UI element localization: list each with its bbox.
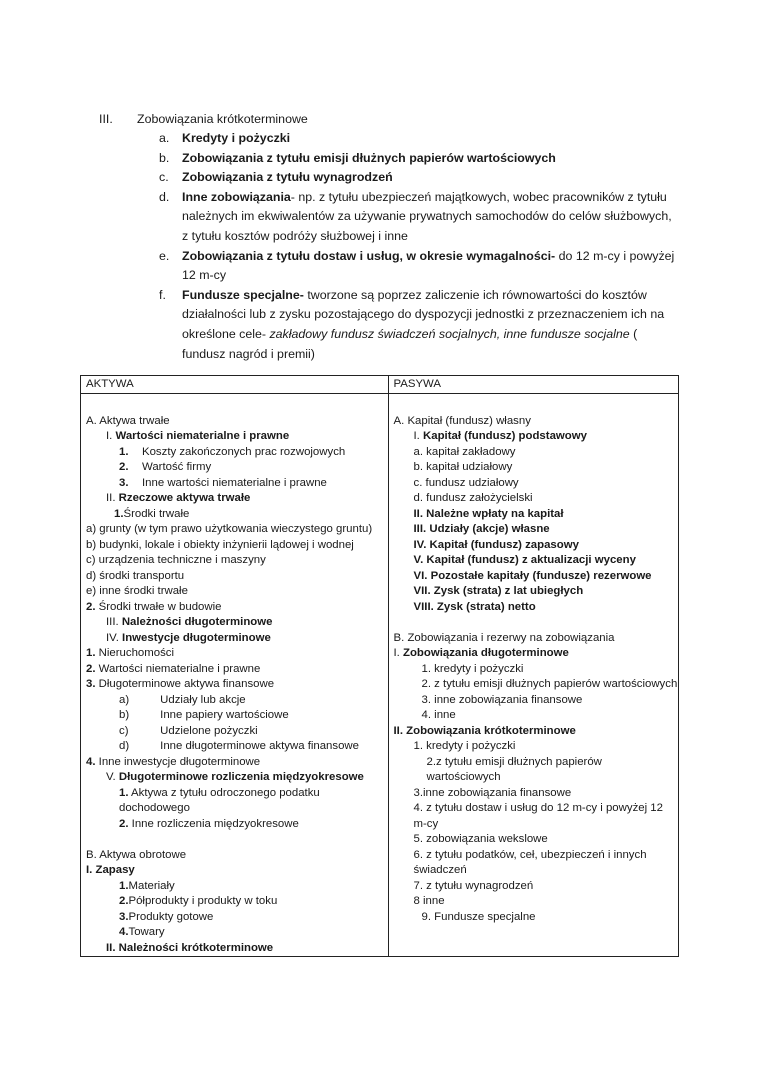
entry-label: Długoterminowe aktywa finansowe	[95, 678, 275, 690]
entry-bold-label: Należności długoterminowe	[121, 616, 273, 628]
section-item	[159, 129, 679, 149]
aktywa-entry	[86, 445, 388, 461]
entry-label: Inne inwestycje długoterminowe	[95, 755, 261, 768]
aktywa-entry	[86, 910, 388, 926]
item-bold-text: Kredyty i pożyczki	[182, 131, 291, 145]
aktywa-entry	[86, 631, 388, 647]
entry-number: 2.	[119, 461, 129, 473]
pasywa-entry	[394, 879, 678, 895]
item-text: tworzone są poprzez zaliczenie ich równowartości do kosztów działalności lub z zysku pozostającego do dyspozycji jednostki z przeznaczeniem ich na określone cele-	[182, 287, 665, 341]
entry-label: A. Kapitał (fundusz) własny	[393, 414, 531, 427]
aktywa-entry	[86, 569, 388, 585]
item-letter: e.	[159, 248, 170, 263]
entry-number: III.	[106, 616, 122, 628]
entry-number: 2.	[119, 817, 129, 830]
entry-bold-label: VII. Zysk (strata) z lat ubiegłych	[413, 585, 584, 597]
entry-label: e) inne środki trwałe	[86, 585, 188, 597]
entry-number: II.	[106, 492, 119, 504]
item-italic-text: zakładowy fundusz świadczeń socjalnych, inne fundusze socjalne	[269, 326, 630, 341]
pasywa-entry	[394, 724, 678, 740]
entry-label: b) budynki, lokale i obiekty inżynierii lądowej i wodnej	[86, 538, 354, 551]
aktywa-entry	[86, 817, 388, 833]
entry-label: c) urządzenia techniczne i maszyny	[86, 554, 266, 566]
aktywa-entry	[86, 879, 388, 895]
blank-line	[394, 615, 678, 631]
entry-number: 1.	[119, 879, 129, 892]
aktywa-entry	[86, 646, 388, 662]
entry-number: 3.	[119, 476, 129, 489]
entry-label: Koszty zakończonych prac rozwojowych	[142, 445, 346, 458]
entry-label: c. fundusz udziałowy	[413, 476, 519, 489]
section-item-list	[159, 129, 679, 364]
entry-bold-label: Inwestycje długoterminowe	[122, 631, 271, 644]
item-bold-text: Fundusze specjalne-	[182, 287, 304, 302]
pasywa-entry	[394, 429, 678, 445]
aktywa-entry	[86, 925, 388, 941]
entry-label: Produkty gotowe	[128, 910, 214, 923]
entry-bold-label: Długoterminowe rozliczenia międzyokresowe	[118, 771, 364, 783]
aktywa-entry	[86, 677, 388, 693]
entry-label: a) grunty (w tym prawo użytkowania wieczystego gruntu)	[86, 523, 373, 535]
entry-number: IV.	[106, 631, 123, 644]
entry-number: b)	[119, 709, 130, 721]
aktywa-entry	[86, 584, 388, 600]
pasywa-entry	[394, 460, 678, 476]
pasywa-entry	[394, 677, 678, 693]
entry-bold-label: VIII. Zysk (strata) netto	[413, 600, 536, 613]
pasywa-entry	[394, 739, 678, 755]
entry-bold-label: Wartości niematerialne i prawne	[115, 430, 290, 442]
entry-label: Wartość firmy	[142, 461, 212, 473]
entry-label: b. kapitał udziałowy	[413, 461, 513, 473]
aktywa-entry	[86, 491, 388, 507]
entry-bold-label: Rzeczowe aktywa trwałe	[118, 492, 251, 504]
aktywa-entry	[86, 941, 388, 957]
item-bold-text: Zobowiązania z tytułu dostaw i usług, w okresie wymagalności-	[182, 248, 556, 263]
entry-bold-label: VI. Pozostałe kapitały (fundusze) rezerwowe	[413, 569, 652, 582]
entry-number: I.	[413, 430, 424, 442]
pasywa-entry	[394, 801, 678, 832]
entry-number: I.	[393, 647, 404, 659]
aktywa-entry	[86, 770, 388, 786]
entry-label: Środki trwałe	[123, 507, 190, 520]
entry-bold-label: Zobowiązania długoterminowe	[403, 647, 569, 659]
aktywa-entry	[86, 538, 388, 554]
section-item	[159, 286, 679, 364]
pasywa-column	[388, 394, 678, 957]
entry-label: B. Zobowiązania i rezerwy na zobowiązania	[393, 631, 615, 644]
entry-number: 4.	[86, 755, 96, 768]
aktywa-entry	[86, 414, 388, 430]
entry-label: Materiały	[128, 879, 175, 892]
section-item	[159, 247, 679, 286]
entry-label: Udzielone pożyczki	[157, 724, 258, 737]
item-text: - np. z tytułu ubezpieczeń majątkowych, wobec pracowników z tytułu należnych im ekwiwalentów za używanie prywatnych samochodów do celów służbowych, z tytułu kosztów podróży służbowej i inne	[182, 189, 672, 243]
blank-line	[394, 398, 678, 414]
entry-number: 3.	[119, 910, 129, 923]
aktywa-entry	[86, 507, 388, 523]
balance-sheet-table	[80, 375, 679, 957]
entry-number: a)	[119, 693, 130, 706]
entry-label: Towary	[128, 926, 165, 938]
entry-bold-label: V. Kapitał (fundusz) z aktualizacji wyceny	[413, 554, 636, 566]
entry-label: 1. kredyty i pożyczki	[413, 740, 516, 752]
entry-label: d) środki transportu	[86, 569, 185, 582]
entry-number: 1.	[86, 647, 96, 659]
header-pasywa: PASYWA	[388, 376, 678, 394]
pasywa-entry	[394, 708, 678, 724]
pasywa-entry	[394, 553, 678, 569]
entry-number: I.	[106, 430, 116, 442]
aktywa-entry	[86, 429, 388, 445]
pasywa-entry	[394, 693, 678, 709]
entry-number: V.	[106, 771, 119, 783]
section-heading	[99, 110, 308, 130]
aktywa-entry	[86, 724, 388, 740]
entry-label: 3. inne zobowiązania finansowe	[421, 693, 583, 706]
entry-number: 1.	[119, 786, 129, 799]
aktywa-entry	[86, 786, 339, 817]
aktywa-entry	[86, 755, 388, 771]
pasywa-entry	[394, 832, 678, 848]
aktywa-entry	[86, 476, 388, 492]
entry-bold-label: IV. Kapitał (fundusz) zapasowy	[413, 538, 579, 551]
pasywa-entry	[394, 584, 678, 600]
pasywa-entry	[394, 414, 678, 430]
entry-bold-label: II. Należne wpłaty na kapitał	[413, 507, 564, 520]
pasywa-entry	[394, 445, 678, 461]
pasywa-entry	[394, 476, 678, 492]
section-item	[159, 168, 679, 188]
item-bold-text: Zobowiązania z tytułu wynagrodzeń	[182, 170, 393, 185]
pasywa-entry	[394, 755, 678, 786]
entry-label: 5. zobowiązania wekslowe	[413, 833, 548, 845]
entry-bold-label: I. Zapasy	[86, 864, 135, 876]
entry-label: Inne rozliczenia międzyokresowe	[128, 817, 299, 830]
entry-label: Nieruchomości	[95, 647, 174, 659]
entry-label: d. fundusz założycielski	[413, 492, 533, 504]
item-letter: c.	[159, 170, 169, 185]
item-letter: f.	[159, 287, 166, 302]
pasywa-entry	[394, 910, 678, 926]
entry-label: 3.inne zobowiązania finansowe	[413, 786, 572, 799]
aktywa-entry	[86, 662, 388, 678]
blank-line	[86, 398, 388, 414]
entry-label: Środki trwałe w budowie	[95, 600, 222, 613]
pasywa-entry	[394, 538, 678, 554]
entry-label: Inne długoterminowe aktywa finansowe	[157, 740, 359, 752]
item-letter: b.	[159, 150, 170, 165]
pasywa-entry	[394, 522, 678, 538]
entry-label: 7. z tytułu wynagrodzeń	[413, 879, 534, 892]
entry-bold-label: II. Zobowiązania krótkoterminowe	[393, 724, 576, 737]
section-item	[159, 149, 679, 169]
aktywa-entry	[86, 894, 388, 910]
section-item	[159, 188, 679, 247]
item-bold-text: Inne zobowiązania	[182, 189, 291, 204]
aktywa-column	[81, 394, 389, 957]
entry-label: B. Aktywa obrotowe	[86, 848, 187, 861]
aktywa-entry	[86, 863, 388, 879]
entry-number: 2.	[86, 600, 96, 613]
entry-label: Inne papiery wartościowe	[157, 709, 289, 721]
aktywa-entry	[86, 693, 388, 709]
pasywa-entry	[394, 631, 678, 647]
pasywa-entry	[394, 569, 678, 585]
entry-number: 4.	[119, 926, 129, 938]
entry-label: 4. z tytułu dostaw i usług do 12 m-cy i powyżej 12 m-cy	[413, 802, 663, 830]
aktywa-entry	[86, 848, 388, 864]
entry-number: 1.	[114, 507, 124, 520]
entry-label: 9. Fundusze specjalne	[421, 910, 536, 923]
entry-label: 6. z tytułu podatków, ceł, ubezpieczeń i innych świadczeń	[413, 848, 647, 876]
entry-label: Udziały lub akcje	[157, 693, 246, 706]
entry-label: a. kapitał zakładowy	[413, 445, 516, 458]
entry-label: 8 inne	[413, 895, 445, 907]
aktywa-entry	[86, 522, 388, 538]
entry-number: 2.	[119, 895, 129, 907]
entry-number: d)	[119, 740, 130, 752]
entry-bold-label: III. Udziały (akcje) własne	[413, 523, 550, 535]
aktywa-entry	[86, 460, 388, 476]
entry-label: A. Aktywa trwałe	[86, 414, 170, 427]
table-body-row	[81, 394, 679, 957]
pasywa-entry	[394, 786, 678, 802]
pasywa-entry	[394, 646, 678, 662]
item-letter: d.	[159, 189, 170, 204]
aktywa-entry	[86, 600, 388, 616]
entry-label: Półprodukty i produkty w toku	[128, 895, 278, 907]
entry-number: 2.	[86, 662, 96, 675]
aktywa-entry	[86, 739, 388, 755]
section-number: III.	[99, 112, 113, 126]
aktywa-entry	[86, 553, 388, 569]
pasywa-entry	[394, 600, 678, 616]
table-header-row	[81, 376, 679, 394]
aktywa-entry	[86, 708, 388, 724]
entry-label: 4. inne	[421, 709, 456, 721]
entry-bold-label: Kapitał (fundusz) podstawowy	[423, 430, 587, 442]
section-title: Zobowiązania krótkoterminowe	[137, 112, 308, 126]
pasywa-entry	[394, 848, 678, 879]
entry-label: Inne wartości niematerialne i prawne	[142, 476, 327, 489]
entry-number: 3.	[86, 678, 96, 690]
aktywa-entry	[86, 615, 388, 631]
entry-number: 1.	[119, 445, 129, 458]
pasywa-entry	[394, 894, 678, 910]
entry-label: 1. kredyty i pożyczki	[421, 662, 524, 675]
item-tail-text: ( fundusz nagród i premii)	[182, 326, 638, 361]
pasywa-entry	[394, 507, 678, 523]
header-aktywa: AKTYWA	[81, 376, 389, 394]
item-text: do 12 m-cy i powyżej 12 m-cy	[182, 248, 675, 283]
pasywa-entry	[394, 491, 678, 507]
entry-label: Wartości niematerialne i prawne	[95, 662, 261, 675]
item-bold-text: Zobowiązania z tytułu emisji dłużnych papierów wartościowych	[182, 150, 556, 165]
entry-bold-label: II. Należności krótkoterminowe	[106, 941, 274, 954]
blank-line	[86, 832, 388, 848]
entry-number: c)	[119, 724, 129, 737]
entry-label: 2. z tytułu emisji dłużnych papierów wartościowych	[421, 678, 678, 690]
entry-label: Aktywa z tytułu odroczonego podatku dochodowego	[119, 786, 320, 814]
item-letter: a.	[159, 131, 170, 145]
entry-label: 2.z tytułu emisji dłużnych papierów wartościowych	[426, 755, 602, 783]
pasywa-entry	[394, 662, 678, 678]
